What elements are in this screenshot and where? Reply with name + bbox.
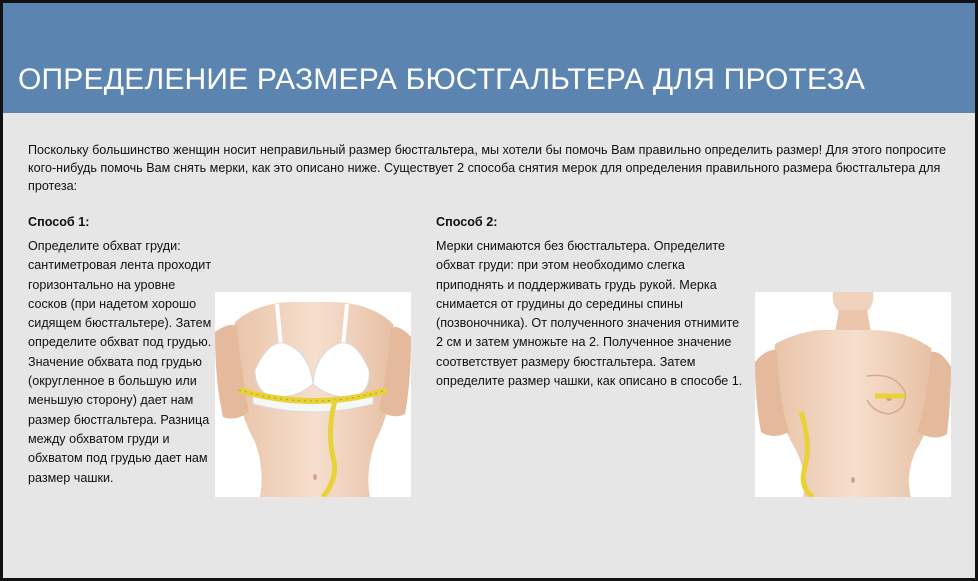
method2-heading-text: Способ 2 — [436, 215, 494, 229]
method1-heading: Способ 1: — [28, 215, 90, 229]
torso-bra-image — [215, 292, 411, 497]
method2-heading: Способ 2: — [436, 215, 498, 229]
method2-text: Мерки снимаются без бюстгальтера. Определите обхват груди: при этом необходимо слегка приподнять и поддерживать грудь рукой. Мерка снимается от грудины до середины спины (позвоночника). От полученного значения отнимите 2 см и затем умножьте на 2. Полученное значение соответствует размеру бюстгальтера. Затем определите размер чашки, как описано в способе 1. — [436, 239, 743, 389]
intro-paragraph: Поскольку большинство женщин носит неправильный размер бюстгальтера, мы хотели бы помочь Вам правильно определить размер! Для этого попросите кого-нибудь помочь Вам снять мерки, как это описано ниже. Существует 2 способа снятия мерок для определения правильного размера бюстгальтера для протеза: — [28, 143, 946, 193]
method1-text: Определите обхват груди: сантиметровая лента проходит горизонтально на уровне сосков (при надетом хорошо сидящем бюстгальтере). Затем определите обхват под грудью. Значение обхвата под грудью (округленное в большую или меньшую сторону) дает нам размер бюстгальтера. Разница между обхватом груди и обхватом под грудью дает нам размер чашки. — [28, 239, 212, 485]
bra-measurement-illustration — [215, 292, 411, 497]
page-title: ОПРЕДЕЛЕНИЕ РАЗМЕРА БЮСТГАЛЬТЕРА ДЛЯ ПРОТЕЗА — [18, 63, 866, 96]
header-banner — [3, 3, 975, 113]
method1-heading-text: Способ 1 — [28, 215, 86, 229]
torso-bare-image — [755, 292, 951, 497]
breast-measurement-illustration — [755, 292, 951, 497]
